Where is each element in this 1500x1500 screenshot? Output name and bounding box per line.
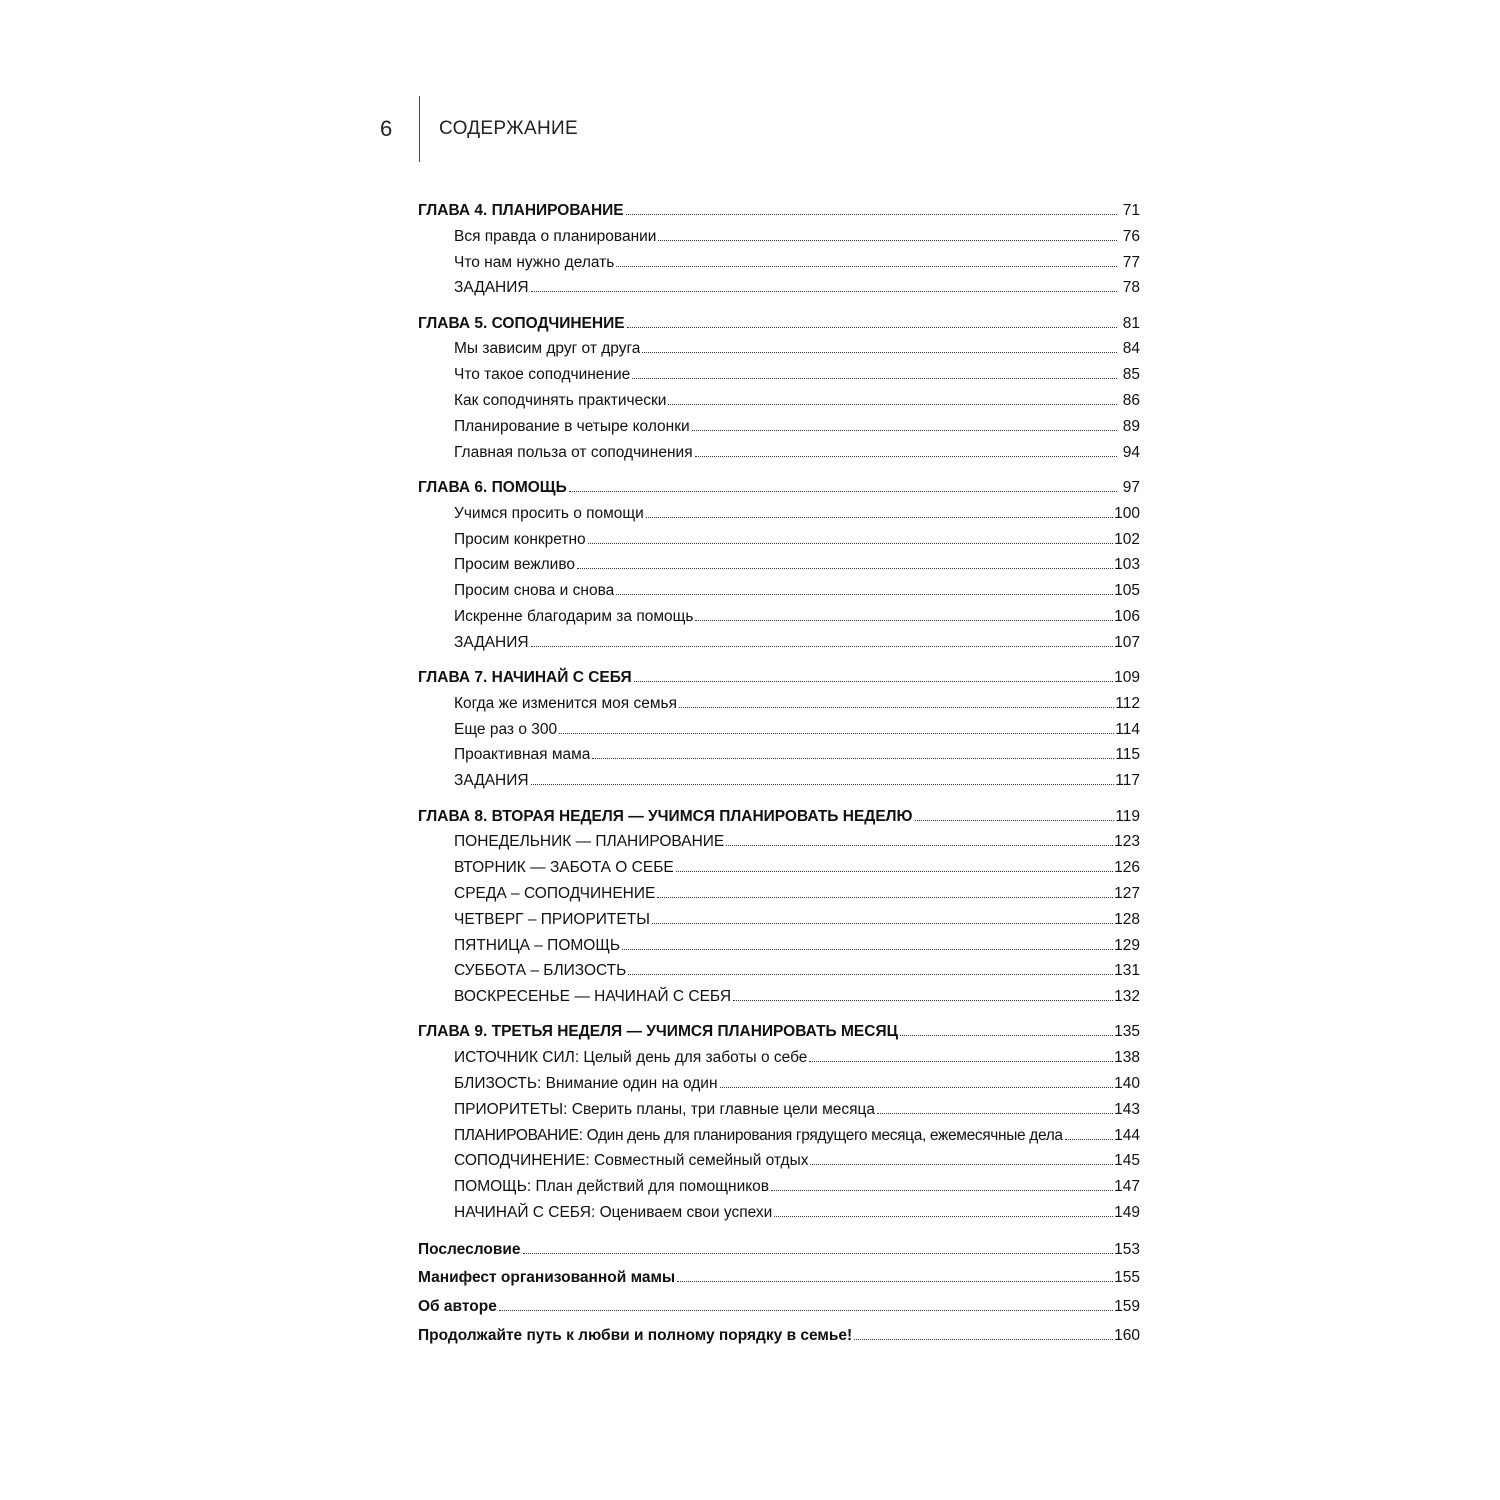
chapter-heading[interactable] <box>418 475 1140 501</box>
page-number: 6 <box>380 116 393 141</box>
toc-entry[interactable] <box>418 1174 1140 1200</box>
page-ref: 71 <box>1122 202 1140 219</box>
page-ref: 81 <box>1122 314 1140 332</box>
page-ref: 153 <box>1114 1240 1140 1258</box>
toc-entry[interactable] <box>418 440 1140 466</box>
toc-entry[interactable] <box>418 552 1140 578</box>
page-ref: 138 <box>1114 1049 1140 1067</box>
page-ref: 105 <box>1114 582 1140 600</box>
dot-leader <box>676 871 1113 872</box>
page-ref: 100 <box>1114 504 1140 522</box>
dot-leader <box>809 1061 1113 1062</box>
dot-leader <box>695 620 1113 621</box>
page-ref: 77 <box>1122 253 1140 271</box>
entry-title: ПОМОЩЬ: План действий для помощников <box>454 1178 770 1196</box>
page-ref: 109 <box>1114 669 1140 687</box>
page-ref: 145 <box>1114 1152 1140 1170</box>
toc-entry[interactable] <box>418 768 1140 794</box>
page-ref: 144 <box>1114 1126 1140 1144</box>
page-ref: 119 <box>1115 807 1140 825</box>
entry-title: СУББОТА – БЛИЗОСТЬ <box>454 962 627 980</box>
toc-entry[interactable] <box>418 1045 1140 1071</box>
toc-entry[interactable] <box>418 275 1140 301</box>
page-ref: 102 <box>1114 530 1140 548</box>
entry-title: Планирование в четыре колонки <box>454 417 690 435</box>
chapter-5 <box>418 311 1140 466</box>
toc-entry[interactable] <box>418 630 1140 656</box>
entry-title: Искренне благодарим за помощь <box>454 607 694 625</box>
entry-title: Как соподчинять практически <box>454 392 667 410</box>
table-of-contents <box>418 198 1140 1351</box>
entry-title: Вся правда о планировании <box>454 227 657 245</box>
entry-title: Еще раз о 300 <box>454 720 558 738</box>
dot-leader <box>523 1253 1114 1254</box>
toc-entry[interactable] <box>418 1097 1140 1123</box>
chapter-heading[interactable] <box>418 1019 1140 1045</box>
entry-title: ЗАДАНИЯ <box>454 633 529 651</box>
dot-leader <box>622 949 1113 950</box>
toc-entry[interactable] <box>418 984 1140 1010</box>
dot-leader <box>531 646 1114 647</box>
dot-leader <box>854 1339 1113 1340</box>
entry-title: СОПОДЧИНЕНИЕ: Совместный семейный отдых <box>454 1152 809 1170</box>
page-ref: 76 <box>1122 227 1140 245</box>
page-ref: 147 <box>1114 1178 1140 1196</box>
toc-entry[interactable] <box>418 742 1140 768</box>
dot-leader <box>632 378 1117 379</box>
toc-entry[interactable] <box>418 907 1140 933</box>
dot-leader <box>774 1216 1113 1217</box>
entry-title: Мы зависим друг от друга <box>454 340 641 358</box>
dot-leader <box>652 923 1113 924</box>
page-ref: 97 <box>1122 478 1140 496</box>
page-ref: 78 <box>1122 279 1140 297</box>
dot-leader <box>588 543 1113 544</box>
dot-leader <box>726 845 1113 846</box>
end-matter-entry[interactable] <box>418 1264 1140 1293</box>
entry-title: ЗАДАНИЯ <box>454 772 529 790</box>
running-head: СОДЕРЖАНИЕ <box>439 118 578 139</box>
page-ref: 85 <box>1122 366 1140 384</box>
entry-title: СРЕДА – СОПОДЧИНЕНИЕ <box>454 884 656 902</box>
entry-title: Учимся просить о помощи <box>454 504 644 522</box>
page-ref: 94 <box>1122 443 1140 461</box>
chapter-title: ГЛАВА 4. ПЛАНИРОВАНИЕ <box>418 202 624 219</box>
toc-entry[interactable] <box>418 717 1140 743</box>
chapter-title: ГЛАВА 9. ТРЕТЬЯ НЕДЕЛЯ — УЧИМСЯ ПЛАНИРОВАТЬ МЕСЯЦ <box>418 1023 898 1041</box>
page-ref: 106 <box>1114 607 1140 625</box>
dot-leader <box>692 430 1117 431</box>
entry-title: Об авторе <box>418 1298 497 1316</box>
entry-title: ПРИОРИТЕТЫ: Сверить планы, три главные цели месяца <box>454 1100 876 1118</box>
page-ref: 115 <box>1115 746 1140 764</box>
toc-entry[interactable] <box>418 1200 1140 1226</box>
page-ref: 149 <box>1114 1203 1140 1221</box>
end-matter-entry[interactable] <box>418 1322 1140 1351</box>
dot-leader <box>679 707 1114 708</box>
chapter-6 <box>418 475 1140 656</box>
dot-leader <box>642 352 1117 353</box>
chapter-heading[interactable] <box>418 311 1140 337</box>
dot-leader <box>771 1190 1113 1191</box>
page-ref: 84 <box>1122 340 1140 358</box>
toc-entry[interactable] <box>418 1071 1140 1097</box>
page-ref: 117 <box>1115 772 1140 790</box>
toc-entry[interactable] <box>418 501 1140 527</box>
toc-entry[interactable] <box>418 1148 1140 1174</box>
toc-entry[interactable] <box>418 336 1140 362</box>
dot-leader <box>569 491 1117 492</box>
dot-leader <box>626 214 1117 215</box>
dot-leader <box>668 404 1117 405</box>
entry-title: Просим конкретно <box>454 530 586 548</box>
entry-title: ПЛАНИРОВАНИЕ: Один день для планирования грядущего месяца, ежемесячные дела <box>454 1126 1063 1144</box>
toc-entry[interactable] <box>418 933 1140 959</box>
entry-title: БЛИЗОСТЬ: Внимание один на один <box>454 1075 718 1092</box>
toc-entry[interactable] <box>418 958 1140 984</box>
dot-leader <box>616 594 1113 595</box>
entry-title: НАЧИНАЙ С СЕБЯ: Оцениваем свои успехи <box>454 1203 773 1221</box>
dot-leader <box>810 1164 1113 1165</box>
dot-leader <box>658 240 1117 241</box>
page-ref: 143 <box>1114 1100 1140 1118</box>
entry-title: ВТОРНИК — ЗАБОТА О СЕБЕ <box>454 859 674 877</box>
toc-entry[interactable] <box>418 829 1140 855</box>
dot-leader <box>733 1000 1113 1001</box>
entry-title: ПЯТНИЦА – ПОМОЩЬ <box>454 936 621 954</box>
page-ref: 86 <box>1122 392 1140 410</box>
entry-title: Просим снова и снова <box>454 582 615 600</box>
end-matter-entry[interactable] <box>418 1293 1140 1322</box>
toc-entry[interactable] <box>418 414 1140 440</box>
page-ref: 160 <box>1114 1326 1140 1344</box>
entry-title: Что нам нужно делать <box>454 253 615 271</box>
dot-leader <box>592 758 1114 759</box>
page-ref: 155 <box>1114 1269 1140 1287</box>
chapter-heading[interactable] <box>418 198 1140 224</box>
dot-leader <box>646 517 1113 518</box>
dot-leader <box>657 897 1113 898</box>
dot-leader <box>695 456 1117 457</box>
dot-leader <box>634 681 1114 682</box>
page-ref: 159 <box>1114 1298 1140 1316</box>
page-ref: 103 <box>1114 556 1140 574</box>
toc-entry[interactable] <box>418 855 1140 881</box>
chapter-8 <box>418 804 1140 1010</box>
entry-title: Манифест организованной мамы <box>418 1269 676 1287</box>
entry-title: Послесловие <box>418 1240 521 1258</box>
entry-title: ЧЕТВЕРГ – ПРИОРИТЕТЫ <box>454 910 650 928</box>
toc-entry[interactable] <box>418 691 1140 717</box>
end-matter-entry[interactable] <box>418 1236 1140 1265</box>
entry-title: Главная польза от соподчинения <box>454 443 693 461</box>
dot-leader <box>559 733 1114 734</box>
chapter-title: ГЛАВА 8. ВТОРАЯ НЕДЕЛЯ — УЧИМСЯ ПЛАНИРОВАТЬ НЕДЕЛЮ <box>418 807 913 825</box>
dot-leader <box>1065 1139 1113 1140</box>
page-ref: 107 <box>1114 633 1140 651</box>
toc-entry[interactable] <box>418 224 1140 250</box>
entry-title: ИСТОЧНИК СИЛ: Целый день для заботы о себе <box>454 1049 808 1067</box>
chapter-9 <box>418 1019 1140 1225</box>
entry-title: ВОСКРЕСЕНЬЕ — НАЧИНАЙ С СЕБЯ <box>454 988 732 1006</box>
entry-title: ПОНЕДЕЛЬНИК — ПЛАНИРОВАНИЕ <box>454 833 725 851</box>
page-ref: 127 <box>1114 884 1140 902</box>
dot-leader <box>877 1113 1113 1114</box>
dot-leader <box>720 1087 1114 1088</box>
toc-entry[interactable] <box>418 388 1140 414</box>
chapter-title: ГЛАВА 6. ПОМОЩЬ <box>418 478 567 496</box>
dot-leader <box>577 568 1113 569</box>
page-ref: 112 <box>1115 694 1140 712</box>
page-ref: 140 <box>1114 1075 1140 1092</box>
dot-leader <box>531 784 1115 785</box>
dot-leader <box>531 291 1117 292</box>
page-ref: 132 <box>1114 988 1140 1006</box>
page-ref: 129 <box>1114 936 1140 954</box>
chapter-7 <box>418 665 1140 794</box>
dot-leader <box>900 1035 1113 1036</box>
chapter-4 <box>418 198 1140 301</box>
toc-entry[interactable] <box>418 527 1140 553</box>
dot-leader <box>499 1310 1113 1311</box>
toc-entry[interactable] <box>418 578 1140 604</box>
toc-entry[interactable] <box>418 362 1140 388</box>
page-ref: 123 <box>1114 833 1140 851</box>
page-ref: 128 <box>1114 910 1140 928</box>
chapter-heading[interactable] <box>418 804 1140 830</box>
chapter-title: ГЛАВА 5. СОПОДЧИНЕНИЕ <box>418 314 625 332</box>
dot-leader <box>616 266 1117 267</box>
dot-leader <box>677 1281 1113 1282</box>
entry-title: Проактивная мама <box>454 746 591 764</box>
page-ref: 126 <box>1114 859 1140 877</box>
entry-title: Что такое соподчинение <box>454 366 631 384</box>
toc-entry[interactable] <box>418 881 1140 907</box>
chapter-title: ГЛАВА 7. НАЧИНАЙ С СЕБЯ <box>418 669 632 687</box>
page-ref: 114 <box>1115 720 1140 738</box>
entry-title: Просим вежливо <box>454 556 576 574</box>
chapter-heading[interactable] <box>418 665 1140 691</box>
dot-leader <box>915 820 1115 821</box>
entry-title: Продолжайте путь к любви и полному порядку в семье! <box>418 1326 853 1344</box>
dot-leader <box>628 974 1113 975</box>
toc-entry[interactable] <box>418 604 1140 630</box>
toc-entry[interactable] <box>418 250 1140 276</box>
entry-title: ЗАДАНИЯ <box>454 279 529 297</box>
entry-title: Когда же изменится моя семья <box>454 694 677 712</box>
page-ref: 135 <box>1114 1023 1140 1041</box>
header-divider <box>419 96 420 162</box>
dot-leader <box>627 327 1117 328</box>
end-matter <box>418 1236 1140 1351</box>
page-ref: 89 <box>1122 417 1140 435</box>
toc-entry[interactable] <box>418 1123 1140 1149</box>
page-ref: 131 <box>1114 962 1140 980</box>
